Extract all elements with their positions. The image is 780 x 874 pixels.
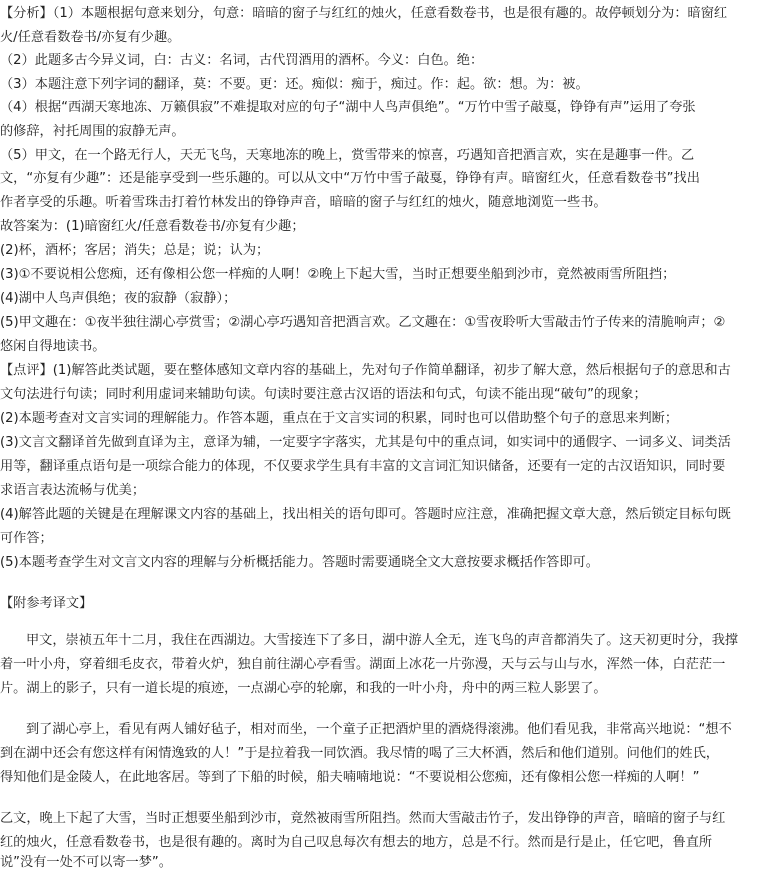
answer-line-1: 故答案为：(1)暗窗红火/任意看数卷书/亦复有少趣；	[0, 219, 305, 234]
comment-heading: 【点评】	[0, 363, 53, 378]
analysis-line-8: 文，“亦复有少趣”：还是能享受到一些乐趣的。可以从文中“万竹中雪子敲戛，铮铮有声。暗窗红火，任意看数卷书”找出	[0, 171, 700, 186]
translation-heading: 【附参考译文】	[0, 596, 93, 611]
translation-para3-line-3: 说”没有一处不可以寄一梦”。	[0, 855, 172, 870]
answer-line-3: (3)①不要说相公您痴，还有像相公您一样痴的人啊！②晚上下起大雪，当时正想要坐船到沙市，竟然被雨雪所阻挡；	[0, 267, 676, 282]
translation-para3-line-1: 乙文，晚上下起了大雪，当时正想要坐船到沙市，竟然被雨雪所阻挡。然而大雪敲击竹子，发出铮铮的声音，暗暗的窗子与红	[0, 811, 726, 826]
analysis-line-1: 【分析】（1）本题根据句意来划分，句意：暗暗的窗子与红红的烛火，任意看数卷书，也是很有趣的。故停顿划分为：暗窗红	[0, 6, 728, 21]
analysis-line-7: （5）甲文，在一个路无行人，天无飞鸟，天寒地冻的晚上，赏雪带来的惊喜，巧遇知音把酒言欢，实在是趣事一件。乙	[0, 148, 695, 163]
comment-line-4: (3)文言文翻译首先做到直译为主，意译为辅，一定要字字落实，尤其是句中的重点词，如实词中的通假字、一词多义、词类活	[0, 435, 731, 450]
analysis-line-5: （4）根据“西湖天寒地冻、万籁俱寂”不难提取对应的句子“湖中人鸟声俱绝”。“万竹中雪子敲戛，铮铮有声”运用了夸张	[0, 100, 696, 115]
comment-line-2: 文句法进行句读；同时利用虚词来辅助句读。句读时要注意古汉语的语法和句式，句读不能出现“破句”的现象；	[0, 387, 647, 402]
answer-line-6: 悠闲自得地读书。	[0, 339, 106, 354]
analysis-heading: 【分析】	[0, 6, 53, 21]
translation-para2-line-3: 得知他们是金陵人，在此地客居。等到了下船的时候，船夫喃喃地说：“不要说相公您痴，还有像相公您一样痴的人啊！”	[0, 770, 700, 785]
answer-line-4: (4)湖中人鸟声俱绝；夜的寂静（寂静）；	[0, 291, 237, 306]
translation-para1-line-2: 着一叶小舟，穿着细毛皮衣，带着火炉，独自前往湖心亭看雪。湖面上冰花一片弥漫，天与云与山与水，浑然一体，白茫茫一	[0, 657, 726, 672]
analysis-line-6: 的修辞，衬托周围的寂静无声。	[0, 124, 185, 139]
comment-line-9: (5)本题考查学生对文言文内容的理解与分析概括能力。答题时需要通晓全文大意按要求概括作答即可。	[0, 555, 599, 570]
translation-para2-line-1: 到了湖心亭上，看见有两人铺好毡子，相对而坐，一个童子正把酒炉里的酒烧得滚沸。他们看见我，非常高兴地说：“想不	[26, 722, 732, 737]
comment-line-6: 求语言表达流畅与优美；	[0, 483, 146, 498]
comment-line-1: 【点评】(1)解答此类试题，要在整体感知文章内容的基础上，先对句子作简单翻译，初步了解大意，然后根据句子的意思和古	[0, 363, 731, 378]
comment-line-7: (4)解答此题的关键是在理解课文内容的基础上，找出相关的语句即可。答题时应注意，准确把握文章大意，然后锁定目标句既	[0, 507, 731, 522]
analysis-line-2: 火/任意看数卷书/亦复有少趣。	[0, 30, 181, 45]
translation-para2-line-2: 到在湖中还会有您这样有闲情逸致的人！”于是拉着我一同饮酒。我尽情的喝了三大杯酒，然后和他们道别。问他们的姓氏，	[0, 746, 719, 761]
comment-line-3: (2)本题考查对文言实词的理解能力。作答本题，重点在于文言实词的积累，同时也可以借助整个句子的意思来判断；	[0, 411, 679, 426]
answer-line-5: (5)甲文趣在：①夜半独往湖心亭赏雪；②湖心亭巧遇知音把酒言欢。乙文趣在：①雪夜聆听大雪敲击竹子传来的清脆响声；②	[0, 315, 726, 330]
comment-line-5: 用等，翻译重点语句是一项综合能力的体现，不仅要求学生具有丰富的文言词汇知识储备，还要有一定的古汉语知识，同时要	[0, 459, 726, 474]
analysis-line-9: 作者享受的乐趣。听着雪珠击打着竹林发出的铮铮声音，暗暗的窗子与红红的烛火，随意地浏览一些书。	[0, 195, 607, 210]
translation-para1-line-3: 片。湖上的影子，只有一道长堤的痕迹，一点湖心亭的轮廓，和我的一叶小舟，舟中的两三粒人影罢了。	[0, 681, 607, 696]
analysis-line-4: （3）本题注意下列字词的翻译，莫：不要。更：还。痴似：痴于，痴过。作：起。欲：想。为：被。	[0, 77, 589, 92]
translation-para3-line-2: 红的烛火，任意看数卷书，也是很有趣的。离时为自己叹息每次有想去的地方，总是不行。然而是行是止，任它吧，鲁直所	[0, 835, 713, 850]
comment-line-8: 可作答；	[0, 531, 53, 546]
analysis-line-3: （2）此题多古今异义词，白：古义：名词，古代罚酒用的酒杯。今义：白色。绝：	[0, 53, 484, 68]
translation-para1-line-1: 甲文，崇祯五年十二月，我住在西湖边。大雪接连下了多日，湖中游人全无，连飞鸟的声音都消失了。这天初更时分，我撑	[26, 633, 739, 648]
answer-line-2: (2)杯，酒杯；客居；消失；总是；说；认为；	[0, 243, 270, 258]
